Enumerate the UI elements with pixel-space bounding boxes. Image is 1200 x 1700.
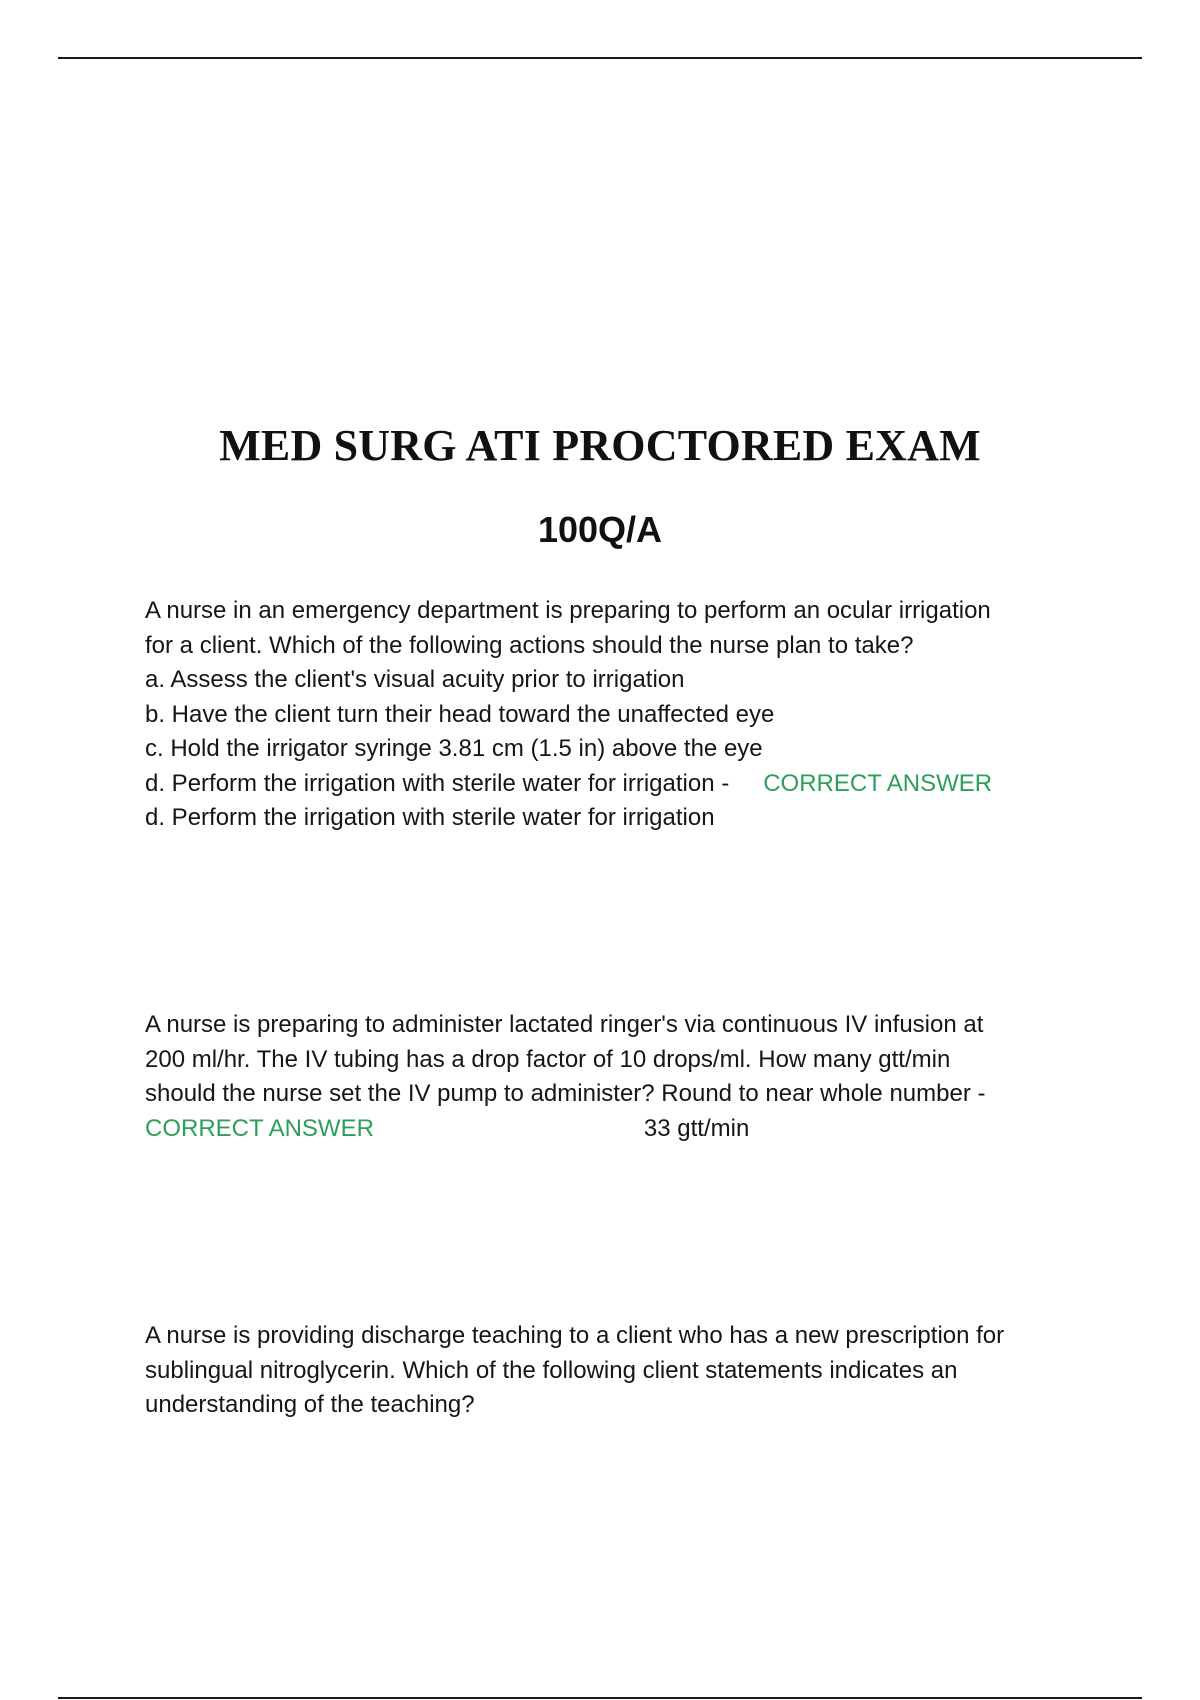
question-2-line-3: should the nurse set the IV pump to administer? Round to near whole number - (145, 1080, 986, 1107)
document-subtitle: 100Q/A (537, 509, 663, 550)
question-1-option-d: d. Perform the irrigation with sterile water for irrigation - (145, 769, 730, 797)
question-1-correct-label: CORRECT ANSWER (763, 769, 993, 797)
question-1-option-d-row (145, 767, 1085, 802)
question-3-line-1: A nurse is providing discharge teaching to a client who has a new prescription for (145, 1322, 1005, 1349)
question-3-line-3: understanding of the teaching? (145, 1391, 475, 1418)
question-2-line-2: 200 ml/hr. The IV tubing has a drop factor of 10 drops/ml. How many gtt/min (145, 1045, 951, 1073)
footer-rule (58, 1697, 1142, 1699)
question-1-line-2: for a client. Which of the following actions should the nurse plan to take? (145, 631, 914, 659)
header-rule (58, 57, 1142, 59)
question-2-answer-row (145, 1112, 1085, 1147)
question-1-option-b: b. Have the client turn their head toward the unaffected eye (145, 700, 775, 728)
document-title: MED SURG ATI PROCTORED EXAM (219, 421, 981, 470)
question-1 (145, 594, 1085, 836)
question-1-option-a: a. Assess the client's visual acuity prior to irrigation (145, 666, 685, 693)
question-1-line-1: A nurse in an emergency department is preparing to perform an ocular irrigation (145, 597, 991, 624)
question-1-answer: d. Perform the irrigation with sterile water for irrigation (145, 804, 715, 831)
question-2-answer: 33 gtt/min (643, 1114, 750, 1142)
question-3 (145, 1319, 1085, 1423)
question-2 (145, 1008, 1085, 1146)
question-2-correct-label: CORRECT ANSWER (145, 1114, 374, 1142)
question-1-option-c: c. Hold the irrigator syringe 3.81 cm (1.5 in) above the eye (145, 735, 763, 762)
question-2-line-1: A nurse is preparing to administer lactated ringer's via continuous IV infusion at (145, 1011, 984, 1038)
question-3-line-2: sublingual nitroglycerin. Which of the following client statements indicates an (145, 1356, 958, 1384)
